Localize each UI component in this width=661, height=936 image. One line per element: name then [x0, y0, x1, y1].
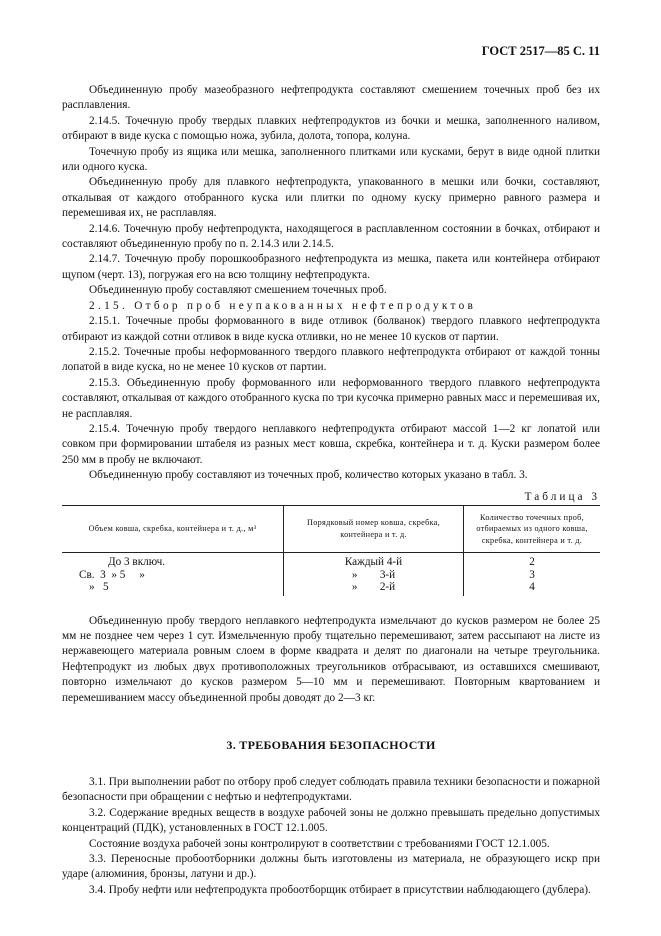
- paragraph: 3.4. Пробу нефти или нефтепродукта пробоотборщик отбирает в присутствии наблюдающего (дублера).: [89, 883, 591, 896]
- table-cell: Св. 3 » 5 »: [79, 568, 145, 581]
- table-row: [62, 569, 600, 582]
- table-row: [62, 553, 600, 569]
- section-title: 3. ТРЕБОВАНИЯ БЕЗОПАСНОСТИ: [226, 738, 436, 752]
- subsection-heading: 2.15. Отбор проб неупакованных нефтепродуктов: [89, 299, 477, 312]
- paragraphs-a: [62, 83, 600, 299]
- table-cell: » 2-й: [284, 581, 464, 596]
- table-cell: 2: [464, 553, 601, 569]
- table-caption: Таблица 3: [524, 490, 600, 503]
- paragraph: 3.2. Содержание вредных веществ в воздухе рабочей зоны не должно превышать предельно допустимых концентраций (ПДК), установленных в ГОСТ 12.1.005.: [62, 806, 600, 835]
- paragraph: Объединенную пробу мазеобразного нефтепродукта составляют смешением точечных проб без их расплавления.: [62, 84, 600, 112]
- table-cell: 3: [464, 569, 601, 582]
- table-3: [62, 505, 600, 596]
- paragraphs-c: [62, 614, 600, 706]
- table-cell: До 3 включ.: [108, 556, 166, 569]
- paragraph: 2.15.1. Точечные пробы формованного в виде отливок (болванок) твердого плавкого нефтепродукта отбирают из каждой сотни отливок в виде куска отливки, но не менее 10 кусков от партии.: [62, 315, 600, 343]
- page-header: ГОСТ 2517—85 С. 11: [481, 44, 600, 58]
- paragraph: 2.14.5. Точечную пробу твердых плавких нефтепродуктов из бочки и мешка, заполненного наливом, отбирают в виде куска с помощью ножа, зубила, долота, топора, колуна.: [62, 114, 600, 143]
- paragraph: 2.14.7. Точечную пробу порошкообразного нефтепродукта из мешка, пакета или контейнера отбирают щупом (черт. 13), погружая его на всю толщину нефтепродукта.: [62, 253, 600, 281]
- paragraphs-b: [62, 314, 600, 483]
- spacer: [62, 596, 600, 614]
- paragraph: 3.1. При выполнении работ по отбору проб следует соблюдать правила техники безопасности и пожарной безопасности при обращении с нефтью и нефтепродуктами.: [62, 776, 600, 804]
- paragraph: Точечную пробу из ящика или мешка, заполненного плитками или кусками, берут в виде одной плитки или одного куска.: [62, 145, 600, 174]
- table-cell: Каждый 4-й: [284, 553, 464, 569]
- paragraph: 2.15.3. Объединенную пробу формованного или неформованного твердого плавкого нефтепродукта составляют, откалывая от каждого отобранного куска по три кусочка примерно равных масс и перемешивая их, не расплавляя.: [62, 376, 600, 420]
- paragraph: 2.15.4. Точечную пробу твердого неплавкого нефтепродукта отбирают массой 1—2 кг лопатой или совком при формировании штабеля из разных мест ковша, скребка, контейнера и т. д. Куски размером более 250 мм в пробу не включают.: [62, 422, 600, 466]
- table-header-cell: Порядковый номер ковша, скребка, контейнера и т. д.: [284, 505, 464, 553]
- table-header-cell: Количество точечных проб, отбираемых из одного ковша, скребка, контейнера и т. д.: [464, 505, 601, 553]
- paragraph: Состояние воздуха рабочей зоны контролируют в соответствии с требованиями ГОСТ 12.1.005.: [89, 837, 550, 850]
- paragraph: 2.15.2. Точечные пробы неформованного твердого плавкого нефтепродукта отбирают от каждой тонны лопатой в виде куска, но не менее 10 кусков от партии.: [62, 345, 600, 374]
- paragraph: Объединенную пробу твердого неплавкого нефтепродукта измельчают до кусков размером не более 25 мм не позднее чем через 1 сут. Измельченную пробу тщательно перемешивают, затем рассыпают на листе из нержавеющего материала ровным слоем в форме квадрата и делят по диагонали на четыре треугольника. Нефтепродукт из любых двух противоположных треугольников отбрасывают, из оставшихся смешивают, повторно измельчают до кусков размером 5—10 мм и перемешивают. Повторным квартованием и перемешиванием массу объединенной пробы доводят до 2—3 кг.: [62, 614, 600, 704]
- document-page: [62, 36, 600, 898]
- table-cell: » 5: [89, 581, 109, 594]
- paragraph: 2.14.6. Точечную пробу нефтепродукта, находящегося в расплавленном состоянии в бочках, отбирают и составляют объединенную пробу по п. 2.14.3 или 2.14.5.: [62, 222, 600, 251]
- paragraph: Объединенную пробу составляют смешением точечных проб.: [89, 284, 387, 297]
- paragraph: Объединенную пробу для плавкого нефтепродукта, упакованного в мешки или бочки, составляют, откалывая от каждого отобранного куска или плитки по одному куску примерно равного размера и перемешивая их, не расплавляя.: [62, 176, 600, 220]
- paragraph: Объединенную пробу составляют из точечных проб, количество которых указано в табл. 3.: [89, 469, 528, 482]
- paragraphs-d: [62, 775, 600, 898]
- paragraph: 3.3. Переносные пробоотборники должны быть изготовлены из материала, не образующего искр при ударе (алюминия, бронзы, латуни и др.).: [62, 853, 600, 881]
- table-cell: 4: [464, 581, 601, 596]
- table-header-cell: Объем ковша, скребка, контейнера и т. д., м³: [62, 505, 284, 553]
- table-row: [62, 581, 600, 596]
- table-cell: » 3-й: [284, 569, 464, 582]
